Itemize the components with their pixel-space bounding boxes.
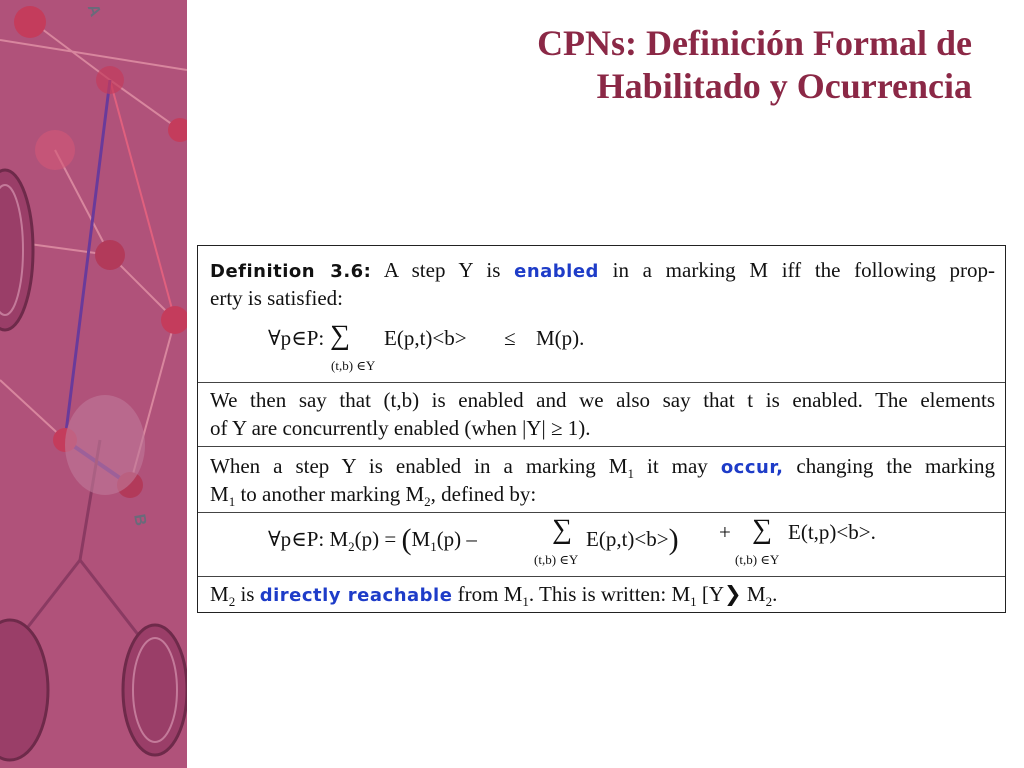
title-line-1: CPNs: Definición Formal de xyxy=(537,23,972,63)
occur-keyword: occur, xyxy=(720,457,784,478)
sum-sign: ∑ xyxy=(330,320,350,351)
def-text: in a marking M iff the following prop- xyxy=(612,258,996,282)
sum-sign: ∑ xyxy=(752,514,772,545)
sum-subscript: (t,b) ∈Y xyxy=(735,552,780,567)
def-paragraph-1-line-1 xyxy=(210,258,995,283)
formula-relation: ≤ xyxy=(504,326,516,350)
def-paragraph-3-line-1 xyxy=(210,454,995,482)
def-text: A step Y is xyxy=(383,258,501,282)
title-line-2: Habilitado y Ocurrencia xyxy=(596,66,972,106)
def-text: When a step Y is enabled in a marking $M_1$ xyxy=(210,454,634,482)
sum-sign: ∑ xyxy=(552,514,572,545)
petri-net-graphic xyxy=(0,0,187,768)
separator xyxy=(198,512,1005,513)
occurrence-formula-term-1: E(p,t)<b>) xyxy=(586,523,679,556)
separator xyxy=(198,446,1005,447)
def-paragraph-3-line-2: $M_1$ to another marking $M_2$, defined by: xyxy=(210,482,537,510)
def-paragraph-2-line-2: of Y are concurrently enabled (when |Y| ≥ 1). xyxy=(210,416,591,440)
formula-term: E(p,t)<b> xyxy=(384,326,467,350)
definition-box xyxy=(197,245,1006,613)
sum-subscript: (t,b) ∈Y xyxy=(331,358,376,373)
formula-lhs: ∀p∈P: xyxy=(268,326,325,350)
def-text: it may xyxy=(646,454,708,478)
enabled-keyword: enabled xyxy=(514,261,599,282)
slide-title xyxy=(272,22,972,108)
letter-a: A xyxy=(83,2,104,19)
def-paragraph-2-line-1: We then say that (t,b) is enabled and we also say that t is enabled. The elements xyxy=(210,388,995,412)
sum-subscript: (t,b) ∈Y xyxy=(534,552,579,567)
occurrence-formula-term-2: E(t,p)<b>. xyxy=(788,520,876,544)
def-text: changing the marking xyxy=(796,454,996,478)
occurrence-formula: ∀p∈P: $M_2(p) = (M_1(p)$ – xyxy=(268,523,477,556)
enabling-formula xyxy=(268,326,324,351)
separator xyxy=(198,382,1005,383)
decorative-side-panel xyxy=(0,0,187,768)
directly-reachable-keyword: directly reachable xyxy=(259,585,453,606)
separator xyxy=(198,576,1005,577)
def-paragraph-4: $M_2$ is directly reachable from $M_1$. This is written: $M_1$ [Y❯ $M_2$. xyxy=(210,582,778,610)
definition-label: Definition 3.6: xyxy=(210,261,372,282)
def-paragraph-1-line-2: erty is satisfied: xyxy=(210,286,343,310)
formula-plus: + xyxy=(719,520,731,544)
letter-b: B xyxy=(130,512,149,528)
formula-rhs: M(p). xyxy=(536,326,585,350)
